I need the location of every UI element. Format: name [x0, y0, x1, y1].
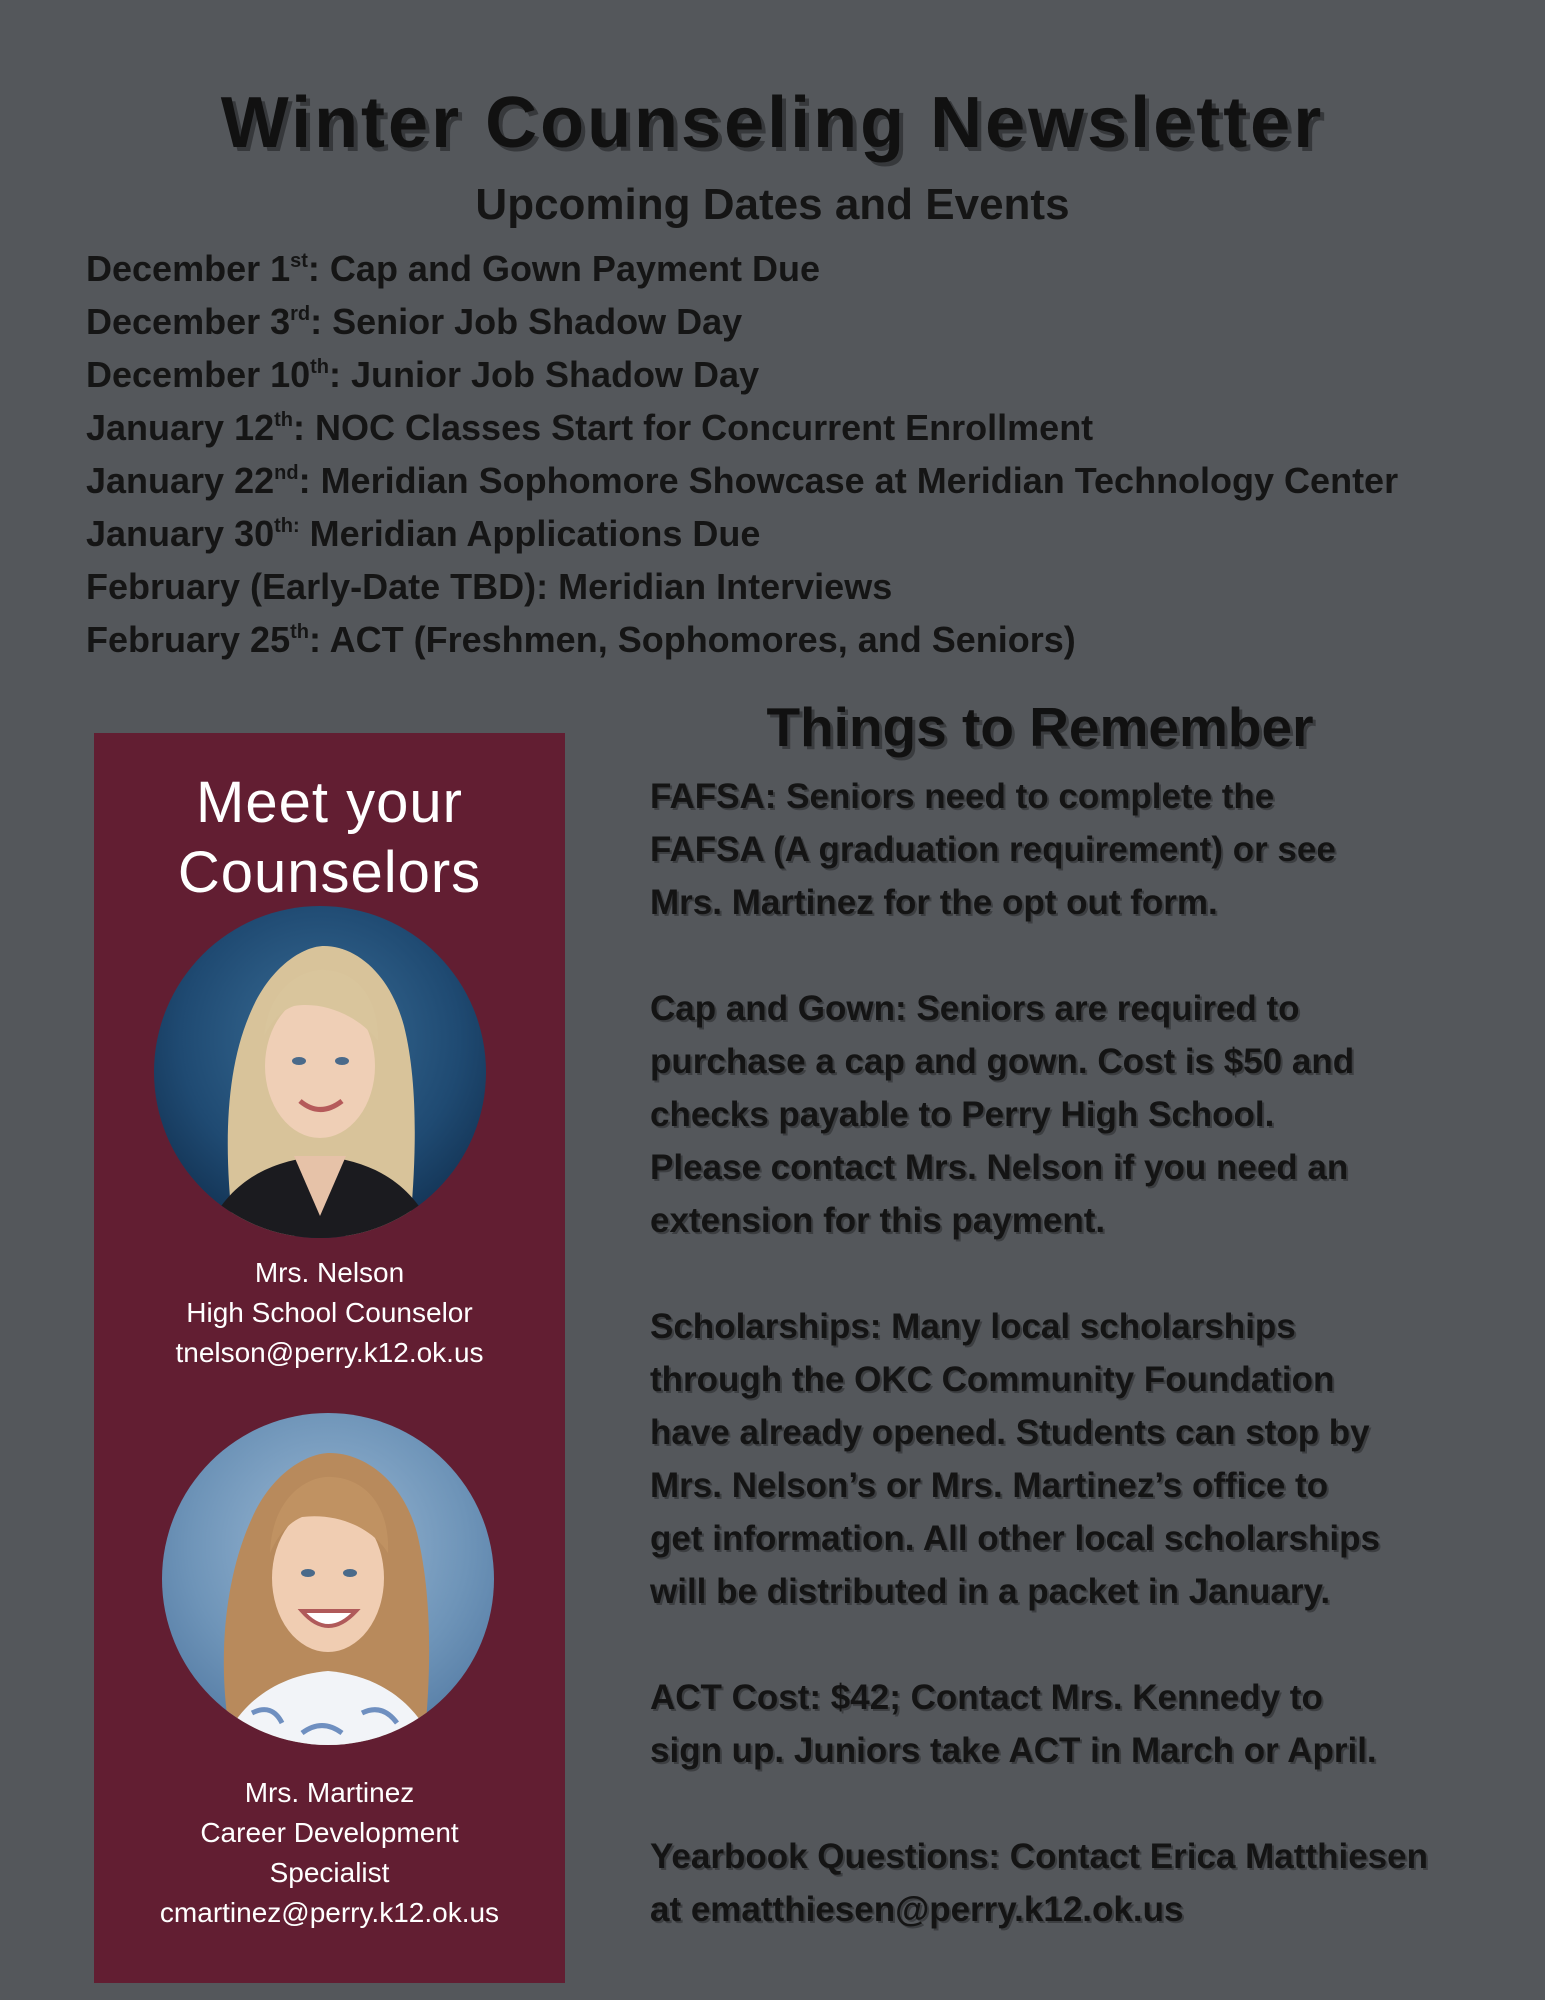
remember-item-scholarships: [650, 1300, 1530, 1618]
remember-line: sign up. Juniors take ACT in March or April.: [650, 1731, 1377, 1770]
remember-line: extension for this payment.: [650, 1201, 1106, 1240]
event-text: Meridian Interviews: [548, 566, 893, 607]
counselors-panel: [94, 733, 565, 1983]
event-item: [86, 560, 1506, 613]
remember-item-yearbook: [650, 1830, 1530, 1936]
event-date: December 10: [86, 354, 311, 395]
event-text: Meridian Sophomore Showcase at Meridian Technology Center: [310, 460, 1399, 501]
remember-heading: Things to Remember: [766, 696, 1314, 758]
event-text: NOC Classes Start for Concurrent Enrollment: [305, 407, 1094, 448]
event-date-suffix: th: [310, 356, 330, 378]
event-item: [86, 507, 1506, 560]
event-text: ACT (Freshmen, Sophomores, and Seniors): [321, 619, 1076, 660]
event-date-suffix: st: [290, 250, 308, 272]
counselor-card-nelson: [94, 1253, 565, 1373]
counselor-email: tnelson@perry.k12.ok.us: [175, 1337, 484, 1368]
remember-line: have already opened. Students can stop by: [650, 1413, 1370, 1452]
counselor-photo-martinez: [162, 1413, 494, 1745]
event-item: [86, 242, 1506, 295]
event-text: Meridian Applications Due: [299, 513, 761, 554]
counselor-name: Mrs. Martinez: [244, 1777, 415, 1808]
remember-line: Please contact Mrs. Nelson if you need an: [650, 1148, 1349, 1187]
event-item: [86, 348, 1506, 401]
event-date: January 30: [86, 513, 275, 554]
remember-line: get information. All other local scholarships: [650, 1519, 1380, 1558]
event-item: [86, 613, 1506, 666]
remember-line: FAFSA: Seniors need to complete the: [650, 777, 1275, 816]
event-item: [86, 454, 1506, 507]
counselor-name: Mrs. Nelson: [254, 1257, 405, 1288]
remember-line: ACT Cost: $42; Contact Mrs. Kennedy to: [650, 1678, 1323, 1717]
events-heading: Upcoming Dates and Events: [475, 180, 1070, 229]
remember-line: checks payable to Perry High School.: [650, 1095, 1275, 1134]
event-text: Cap and Gown Payment Due: [319, 248, 821, 289]
remember-line: Yearbook Questions: Contact Erica Matthiesen: [650, 1837, 1428, 1876]
remember-line: Mrs. Nelson’s or Mrs. Martinez’s office to: [650, 1466, 1329, 1505]
remember-line: purchase a cap and gown. Cost is $50 and: [650, 1042, 1355, 1081]
event-separator: :: [293, 407, 306, 448]
event-date-suffix: nd: [274, 462, 299, 484]
event-item: [86, 295, 1506, 348]
event-date: December 3: [86, 301, 291, 342]
remember-line: Cap and Gown: Seniors are required to: [650, 989, 1300, 1028]
remember-line: FAFSA (A graduation requirement) or see: [650, 830, 1336, 869]
event-date-suffix: th: [274, 409, 294, 431]
counselor-role: Specialist: [269, 1857, 390, 1888]
event-date: February (Early-Date TBD): [86, 566, 537, 607]
remember-item-act-cost: [650, 1671, 1530, 1777]
event-date-suffix: th: [290, 621, 309, 643]
counselor-role: Career Development: [200, 1817, 459, 1848]
remember-line: will be distributed in a packet in January.: [650, 1572, 1331, 1611]
event-separator: :: [536, 566, 549, 607]
event-text: Senior Job Shadow Day: [322, 301, 743, 342]
event-date: February 25: [86, 619, 291, 660]
remember-line: at ematthiesen@perry.k12.ok.us: [650, 1890, 1184, 1929]
remember-item-cap-and-gown: [650, 982, 1530, 1247]
counselors-panel-title-line: Meet your: [196, 770, 463, 835]
counselor-email: cmartinez@perry.k12.ok.us: [159, 1897, 500, 1928]
remember-list: [650, 770, 1530, 1936]
remember-item-fafsa: [650, 770, 1530, 929]
event-item: [86, 401, 1506, 454]
counselors-panel-title: [94, 768, 565, 908]
newsletter-title: Winter Counseling Newsletter: [220, 83, 1325, 163]
event-date: January 12: [86, 407, 275, 448]
event-date: January 22: [86, 460, 275, 501]
event-separator: :: [329, 354, 342, 395]
events-list: [86, 242, 1506, 666]
remember-line: Mrs. Martinez for the opt out form.: [650, 883, 1218, 922]
counselors-panel-title-line: Counselors: [177, 840, 482, 905]
remember-line: through the OKC Community Foundation: [650, 1360, 1335, 1399]
counselor-card-martinez: [94, 1773, 565, 1933]
event-separator: :: [310, 301, 323, 342]
event-date-suffix: rd: [290, 303, 311, 325]
event-separator: :: [298, 460, 311, 501]
event-separator: :: [307, 248, 320, 289]
counselor-photo-nelson: [154, 906, 486, 1238]
event-separator: :: [309, 619, 321, 660]
event-date-suffix: th:: [274, 515, 300, 537]
event-date: December 1: [86, 248, 291, 289]
event-text: Junior Job Shadow Day: [341, 354, 760, 395]
counselor-role: High School Counselor: [186, 1297, 473, 1328]
remember-line: Scholarships: Many local scholarships: [650, 1307, 1296, 1346]
